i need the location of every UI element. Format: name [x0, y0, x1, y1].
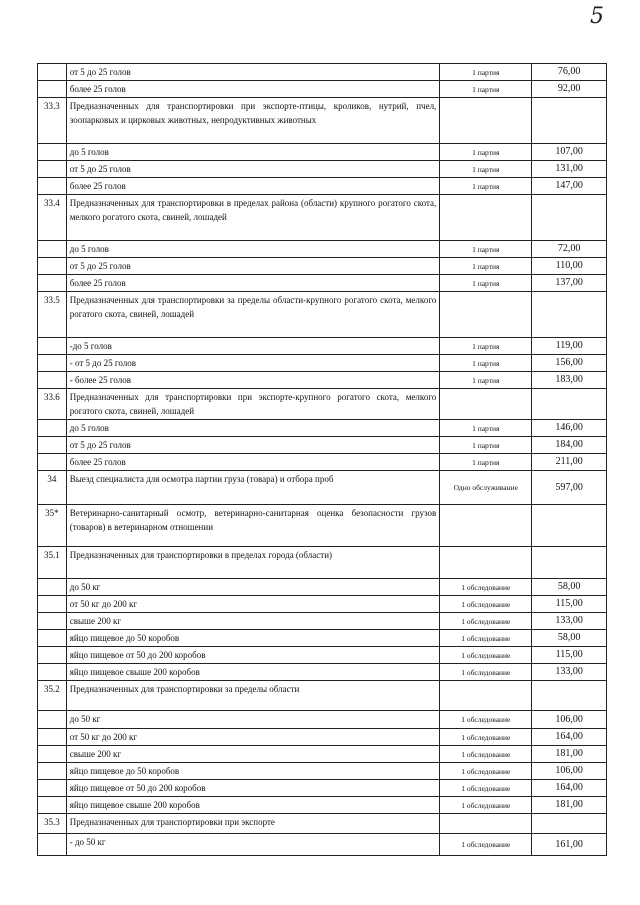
table-row — [38, 258, 607, 275]
row-price: 133,00 — [532, 664, 607, 681]
row-price — [532, 505, 607, 547]
row-price: 137,00 — [532, 275, 607, 292]
row-price: 106,00 — [532, 763, 607, 780]
row-price: 164,00 — [532, 729, 607, 746]
row-unit: 1 обследование — [440, 746, 532, 763]
row-price: 184,00 — [532, 437, 607, 454]
row-unit: 1 обследование — [440, 630, 532, 647]
row-description: более 25 голов — [66, 178, 440, 195]
row-description: от 50 кг до 200 кг — [66, 596, 440, 613]
row-number — [38, 746, 67, 763]
row-price: 146,00 — [532, 420, 607, 437]
row-description: Ветеринарно-санитарный осмотр, ветеринарно-санитарная оценка безопасности грузов (товаров) в ветеринарном отношении — [66, 505, 440, 547]
row-description: - до 50 кг — [66, 834, 440, 856]
table-row — [38, 241, 607, 258]
row-description: от 50 кг до 200 кг — [66, 729, 440, 746]
row-number — [38, 144, 67, 161]
row-price: 72,00 — [532, 241, 607, 258]
row-unit: 1 партия — [440, 258, 532, 275]
row-price: 181,00 — [532, 797, 607, 814]
row-description: яйцо пищевое свыше 200 коробов — [66, 664, 440, 681]
row-unit: 1 партия — [440, 144, 532, 161]
row-number: 35.3 — [38, 814, 67, 834]
row-number — [38, 596, 67, 613]
table-row — [38, 454, 607, 471]
row-description: до 5 голов — [66, 241, 440, 258]
table-row — [38, 647, 607, 664]
row-unit: 1 обследование — [440, 763, 532, 780]
row-description: от 5 до 25 голов — [66, 258, 440, 275]
row-description: от 5 до 25 голов — [66, 161, 440, 178]
row-number — [38, 81, 67, 98]
row-number — [38, 372, 67, 389]
row-description: Предназначенных для транспортировки за пределы области — [66, 681, 440, 711]
row-description: до 5 голов — [66, 420, 440, 437]
table-row — [38, 81, 607, 98]
row-price: 115,00 — [532, 596, 607, 613]
row-price: 164,00 — [532, 780, 607, 797]
table-row — [38, 471, 607, 505]
row-price — [532, 98, 607, 144]
row-unit: 1 партия — [440, 275, 532, 292]
row-number — [38, 275, 67, 292]
row-description: до 50 кг — [66, 579, 440, 596]
row-price: 119,00 — [532, 338, 607, 355]
row-number: 35* — [38, 505, 67, 547]
row-unit: 1 обследование — [440, 834, 532, 856]
row-number: 34 — [38, 471, 67, 505]
table-row — [38, 579, 607, 596]
row-unit: 1 обследование — [440, 647, 532, 664]
row-unit — [440, 389, 532, 420]
row-description: от 5 до 25 голов — [66, 64, 440, 81]
row-unit: 1 партия — [440, 372, 532, 389]
table-row — [38, 596, 607, 613]
row-price — [532, 814, 607, 834]
row-description: яйцо пищевое до 50 коробов — [66, 630, 440, 647]
row-price — [532, 389, 607, 420]
row-number — [38, 579, 67, 596]
table-row — [38, 338, 607, 355]
table-row — [38, 161, 607, 178]
table-row — [38, 763, 607, 780]
row-description: более 25 голов — [66, 275, 440, 292]
row-price — [532, 292, 607, 338]
row-price: 58,00 — [532, 579, 607, 596]
row-number — [38, 729, 67, 746]
row-unit — [440, 98, 532, 144]
row-description: яйцо пищевое до 50 коробов — [66, 763, 440, 780]
row-unit: 1 обследование — [440, 797, 532, 814]
row-number — [38, 454, 67, 471]
row-unit: 1 партия — [440, 355, 532, 372]
row-number — [38, 780, 67, 797]
row-price: 597,00 — [532, 471, 607, 505]
row-unit: Одно обслуживание — [440, 471, 532, 505]
row-unit — [440, 195, 532, 241]
row-number — [38, 763, 67, 780]
row-price: 115,00 — [532, 647, 607, 664]
row-price: 76,00 — [532, 64, 607, 81]
row-price: 58,00 — [532, 630, 607, 647]
table-row — [38, 630, 607, 647]
table-row — [38, 372, 607, 389]
table-row — [38, 420, 607, 437]
row-number — [38, 797, 67, 814]
row-unit: 1 партия — [440, 178, 532, 195]
row-description: Предназначенных для транспортировки в пределах района (области) крупного рогатого скота, мелкого рогатого скота, свиней, лошадей — [66, 195, 440, 241]
row-price — [532, 681, 607, 711]
row-unit — [440, 505, 532, 547]
row-description: свыше 200 кг — [66, 613, 440, 630]
row-description: - более 25 голов — [66, 372, 440, 389]
table-row — [38, 64, 607, 81]
row-price: 147,00 — [532, 178, 607, 195]
row-description: Предназначенных для транспортировки за пределы области-крупного рогатого скота, мелкого рогатого скота, свиней, лошадей — [66, 292, 440, 338]
row-description: Предназначенных для транспортировки при экспорте-крупного рогатого скота, мелкого рогатого скота, свиней, лошадей — [66, 389, 440, 420]
row-description: яйцо пищевое свыше 200 коробов — [66, 797, 440, 814]
row-price — [532, 547, 607, 579]
row-number — [38, 834, 67, 856]
row-number: 33.3 — [38, 98, 67, 144]
row-number — [38, 64, 67, 81]
row-description: свыше 200 кг — [66, 746, 440, 763]
table-row — [38, 505, 607, 547]
row-price: 183,00 — [532, 372, 607, 389]
row-description: - от 5 до 25 голов — [66, 355, 440, 372]
row-number — [38, 355, 67, 372]
row-price: 211,00 — [532, 454, 607, 471]
row-price: 161,00 — [532, 834, 607, 856]
row-unit: 1 обследование — [440, 729, 532, 746]
table-row — [38, 195, 607, 241]
row-price: 133,00 — [532, 613, 607, 630]
table-row — [38, 275, 607, 292]
table-row — [38, 613, 607, 630]
row-description: до 5 голов — [66, 144, 440, 161]
row-price: 156,00 — [532, 355, 607, 372]
table-row — [38, 292, 607, 338]
row-description: Предназначенных для транспортировки в пределах города (области) — [66, 547, 440, 579]
row-unit: 1 обследование — [440, 664, 532, 681]
table-row — [38, 797, 607, 814]
table-row — [38, 729, 607, 746]
row-price: 107,00 — [532, 144, 607, 161]
table-row — [38, 814, 607, 834]
table-row — [38, 547, 607, 579]
table-row — [38, 144, 607, 161]
row-number — [38, 161, 67, 178]
table-row — [38, 389, 607, 420]
row-price: 92,00 — [532, 81, 607, 98]
page-number: 5 — [590, 4, 604, 29]
row-number — [38, 647, 67, 664]
table-row — [38, 98, 607, 144]
row-unit: 1 партия — [440, 454, 532, 471]
row-unit — [440, 681, 532, 711]
row-unit: 1 партия — [440, 420, 532, 437]
row-price: 181,00 — [532, 746, 607, 763]
row-number: 33.4 — [38, 195, 67, 241]
table-row — [38, 834, 607, 856]
row-description: от 5 до 25 голов — [66, 437, 440, 454]
table-row — [38, 746, 607, 763]
row-description: яйцо пищевое от 50 до 200 коробов — [66, 780, 440, 797]
table-row — [38, 681, 607, 711]
row-number: 33.6 — [38, 389, 67, 420]
row-number — [38, 338, 67, 355]
row-description: Предназначенных для транспортировки при экспорте-птицы, кроликов, нутрий, пчел, зоопарковых и цирковых животных, непродуктивных животных — [66, 98, 440, 144]
row-description: более 25 голов — [66, 454, 440, 471]
table-row — [38, 178, 607, 195]
row-unit: 1 партия — [440, 437, 532, 454]
row-number: 33.5 — [38, 292, 67, 338]
row-unit: 1 партия — [440, 338, 532, 355]
table-row — [38, 355, 607, 372]
row-unit: 1 обследование — [440, 613, 532, 630]
table-row — [38, 780, 607, 797]
row-unit: 1 обследование — [440, 711, 532, 729]
row-unit: 1 партия — [440, 81, 532, 98]
row-unit — [440, 292, 532, 338]
row-description: яйцо пищевое от 50 до 200 коробов — [66, 647, 440, 664]
row-unit: 1 обследование — [440, 579, 532, 596]
row-unit — [440, 814, 532, 834]
row-unit: 1 обследование — [440, 780, 532, 797]
row-price: 106,00 — [532, 711, 607, 729]
row-price — [532, 195, 607, 241]
row-number — [38, 258, 67, 275]
row-unit: 1 партия — [440, 161, 532, 178]
row-number — [38, 711, 67, 729]
row-description: более 25 голов — [66, 81, 440, 98]
row-number — [38, 420, 67, 437]
row-number: 35.2 — [38, 681, 67, 711]
row-unit: 1 обследование — [440, 596, 532, 613]
row-number — [38, 241, 67, 258]
row-description: до 50 кг — [66, 711, 440, 729]
row-number — [38, 178, 67, 195]
row-number — [38, 664, 67, 681]
row-number: 35.1 — [38, 547, 67, 579]
row-number — [38, 630, 67, 647]
row-unit — [440, 547, 532, 579]
row-description: Выезд специалиста для осмотра партии груза (товара) и отбора проб — [66, 471, 440, 505]
row-unit: 1 партия — [440, 64, 532, 81]
row-price: 110,00 — [532, 258, 607, 275]
price-table — [37, 63, 607, 856]
row-price: 131,00 — [532, 161, 607, 178]
row-number — [38, 437, 67, 454]
table-row — [38, 711, 607, 729]
table-row — [38, 664, 607, 681]
row-description: Предназначенных для транспортировки при экспорте — [66, 814, 440, 834]
row-number — [38, 613, 67, 630]
row-unit: 1 партия — [440, 241, 532, 258]
row-description: -до 5 голов — [66, 338, 440, 355]
table-row — [38, 437, 607, 454]
